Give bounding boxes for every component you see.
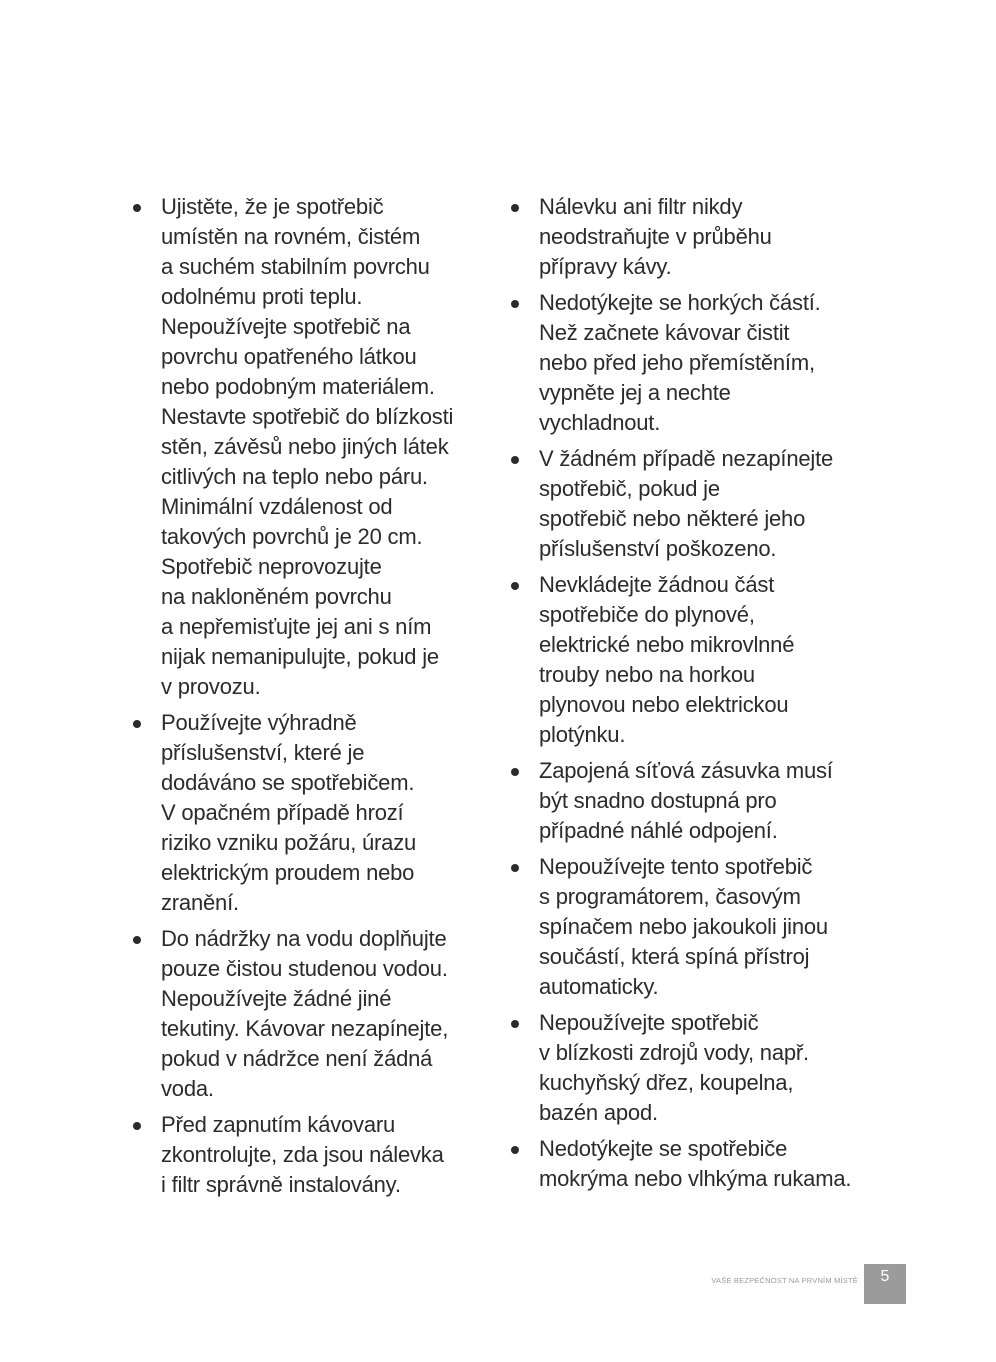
list-item-text: Nedotýkejte se horkých částí. Než začnete kávovar čistit nebo před jeho přemístěním, vypněte jej a nechte vychladnout. bbox=[539, 290, 821, 435]
bullet-icon bbox=[511, 456, 519, 464]
list-item-text: Nálevku ani filtr nikdy neodstraňujte v průběhu přípravy kávy. bbox=[539, 194, 772, 279]
bullet-icon bbox=[133, 204, 141, 212]
bullet-icon bbox=[511, 300, 519, 308]
list-item-text: V žádném případě nezapínejte spotřebič, pokud je spotřebič nebo některé jeho příslušenství poškozeno. bbox=[539, 446, 834, 561]
list-item bbox=[130, 1110, 485, 1200]
bullet-icon bbox=[511, 582, 519, 590]
bullet-icon bbox=[133, 936, 141, 944]
list-item-text: Před zapnutím kávovaru zkontrolujte, zda jsou nálevka i filtr správně instalovány. bbox=[161, 1112, 444, 1197]
list-item bbox=[130, 708, 485, 918]
right-column bbox=[508, 192, 873, 1200]
footer-section-label: VAŠE BEZPEČNOST NA PRVNÍM MÍSTĚ bbox=[711, 1276, 858, 1285]
bullet-icon bbox=[133, 720, 141, 728]
list-item bbox=[508, 570, 873, 750]
list-item bbox=[508, 1134, 873, 1194]
list-item bbox=[508, 1008, 873, 1128]
list-item-text: Zapojená síťová zásuvka musí být snadno dostupná pro případné náhlé odpojení. bbox=[539, 758, 833, 843]
list-item bbox=[130, 192, 485, 702]
bullet-icon bbox=[511, 1020, 519, 1028]
list-item bbox=[130, 924, 485, 1104]
page-number-badge bbox=[864, 1264, 906, 1304]
list-item bbox=[508, 288, 873, 438]
list-item-text: Ujistěte, že je spotřebič umístěn na rovném, čistém a suchém stabilním povrchu odolnému proti teplu. Nepoužívejte spotřebič na povrchu opatřeného látkou nebo podobným materiálem. Nestavte spotřebič do blízkosti stěn, závěsů nebo jiných látek citlivých na teplo nebo páru. Minimální vzdálenost od takových povrchů je 20 cm. Spotřebič neprovozujte na nakloněném povrchu a nepřemisťujte jej ani s ním nijak nemanipulujte, pokud je v provozu. bbox=[161, 194, 454, 699]
list-item-text: Nevkládejte žádnou část spotřebiče do plynové, elektrické nebo mikrovlnné trouby nebo na horkou plynovou nebo elektrickou plotýnku. bbox=[539, 572, 795, 747]
left-column bbox=[130, 192, 485, 1206]
bullet-icon bbox=[511, 768, 519, 776]
page-number: 5 bbox=[880, 1268, 890, 1285]
list-item-text: Nedotýkejte se spotřebiče mokrýma nebo vlhkýma rukama. bbox=[539, 1136, 852, 1191]
list-item bbox=[508, 756, 873, 846]
list-item bbox=[508, 852, 873, 1002]
list-item-text: Nepoužívejte spotřebič v blízkosti zdrojů vody, např. kuchyňský dřez, koupelna, bazén apod. bbox=[539, 1010, 809, 1125]
list-item bbox=[508, 444, 873, 564]
bullet-icon bbox=[133, 1122, 141, 1130]
list-item-text: Do nádržky na vodu doplňujte pouze čistou studenou vodou. Nepoužívejte žádné jiné tekutiny. Kávovar nezapínejte, pokud v nádržce není žádná voda. bbox=[161, 926, 449, 1101]
bullet-icon bbox=[511, 1146, 519, 1154]
list-item bbox=[508, 192, 873, 282]
list-item-text: Nepoužívejte tento spotřebič s programátorem, časovým spínačem nebo jakoukoli jinou součástí, která spíná přístroj automaticky. bbox=[539, 854, 828, 999]
bullet-icon bbox=[511, 204, 519, 212]
list-item-text: Používejte výhradně příslušenství, které je dodáváno se spotřebičem. V opačném případě hrozí riziko vzniku požáru, úrazu elektrickým proudem nebo zranění. bbox=[161, 710, 417, 915]
bullet-icon bbox=[511, 864, 519, 872]
